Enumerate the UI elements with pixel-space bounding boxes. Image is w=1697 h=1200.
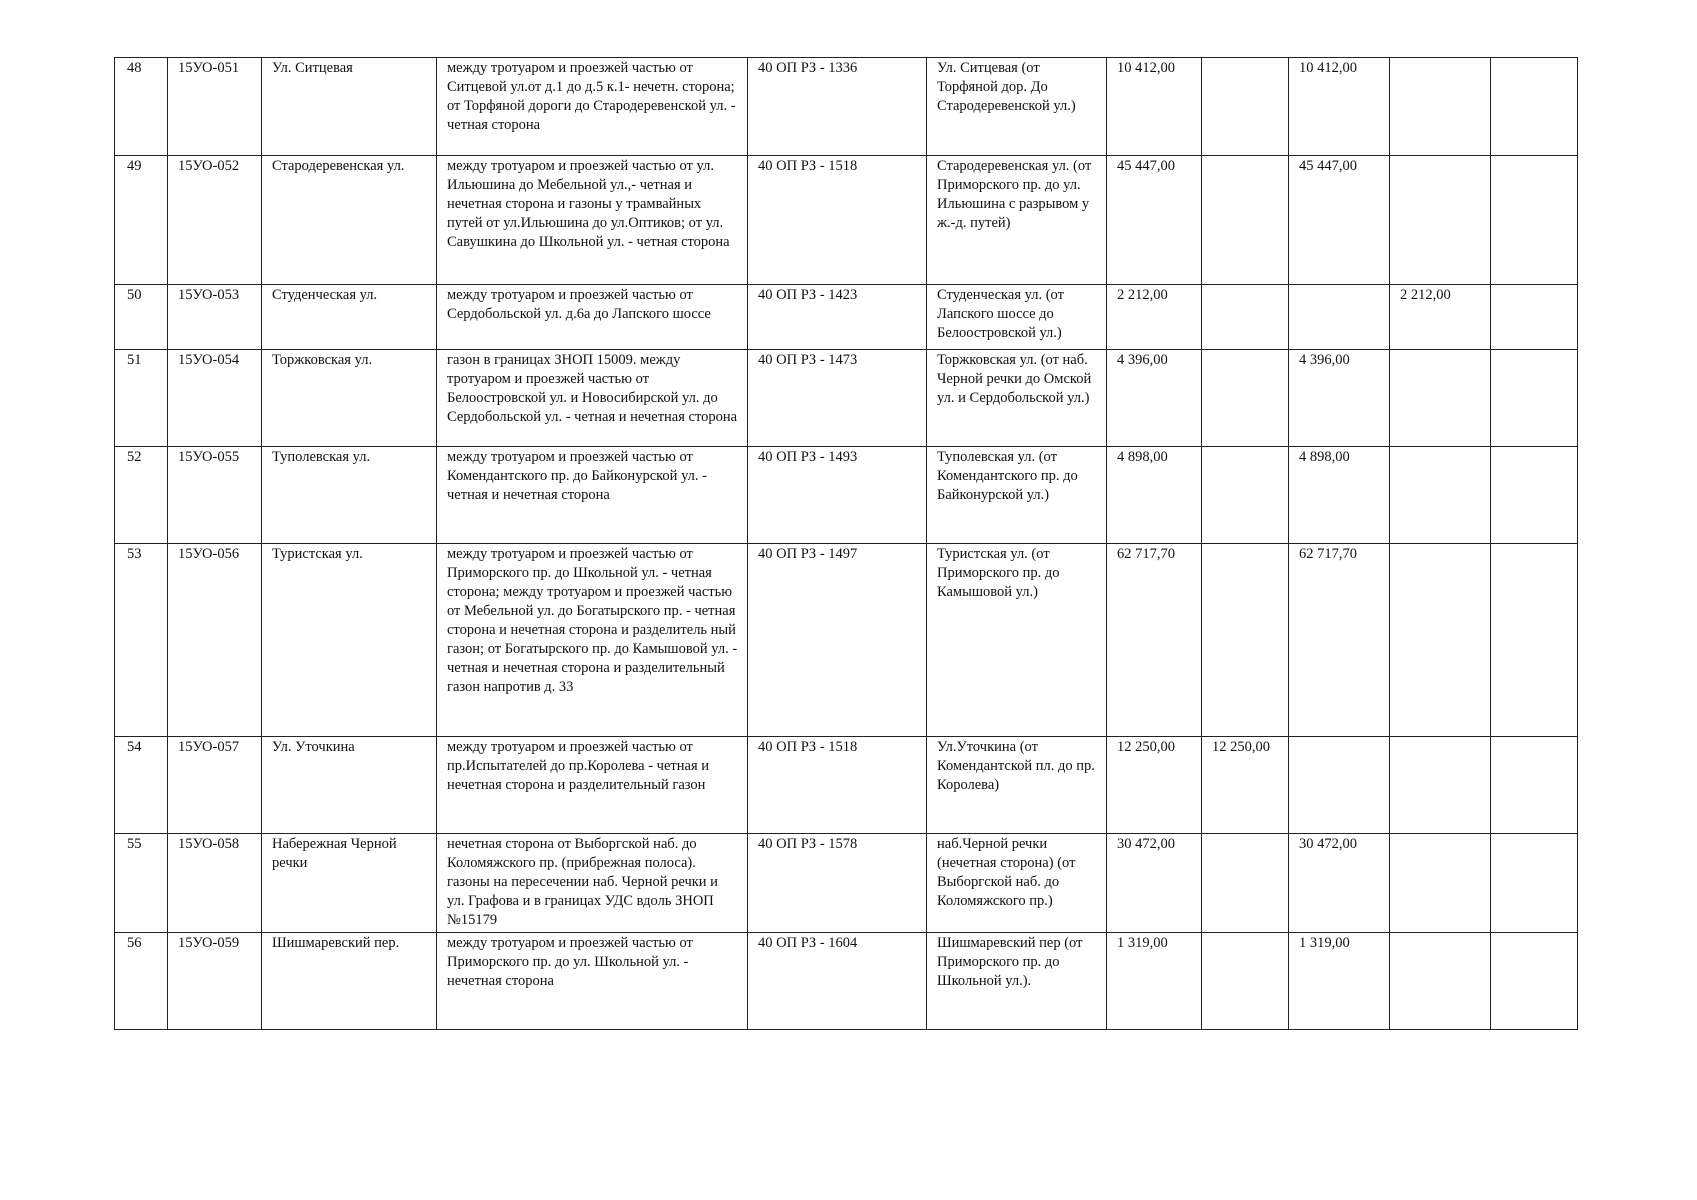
area-col-8 [1202,156,1289,285]
location-description: между тротуаром и проезжей частью от Комендантского пр. до Байконурской ул. - четная и нечетная сторона [437,447,748,544]
area-col-8 [1202,933,1289,1030]
row-number: 56 [115,933,168,1030]
area-col-9 [1289,285,1390,350]
area-col-9: 10 412,00 [1289,58,1390,156]
road-id: 40 ОП РЗ - 1473 [748,350,927,447]
row-number: 50 [115,285,168,350]
road-name: Стародеревенская ул. (от Приморского пр. до ул. Ильюшина с разрывом у ж.-д. путей) [927,156,1107,285]
area-total: 62 717,70 [1107,544,1202,737]
street-name: Ул. Уточкина [262,737,437,834]
street-name: Студенческая ул. [262,285,437,350]
row-number: 55 [115,834,168,933]
road-id: 40 ОП РЗ - 1578 [748,834,927,933]
road-name: Торжковская ул. (от наб. Черной речки до Омской ул. и Сердобольской ул.) [927,350,1107,447]
location-description: между тротуаром и проезжей частью от Ситцевой ул.от д.1 до д.5 к.1- нечетн. сторона; от Торфяной дороги до Стародеревенской ул. - четная сторона [437,58,748,156]
street-greenery-table [114,57,1578,1030]
area-total: 4 898,00 [1107,447,1202,544]
road-id: 40 ОП РЗ - 1336 [748,58,927,156]
area-col-9: 30 472,00 [1289,834,1390,933]
table-row [115,544,1578,737]
area-col-9: 4 898,00 [1289,447,1390,544]
area-col-8 [1202,58,1289,156]
area-total: 45 447,00 [1107,156,1202,285]
object-code: 15УО-053 [168,285,262,350]
table-row [115,834,1578,933]
road-name: наб.Черной речки (нечетная сторона) (от Выборгской наб. до Коломяжского пр.) [927,834,1107,933]
row-number: 49 [115,156,168,285]
area-col-11 [1491,156,1578,285]
object-code: 15УО-054 [168,350,262,447]
road-name: Ул.Уточкина (от Комендантской пл. до пр. Королева) [927,737,1107,834]
location-description: между тротуаром и проезжей частью от Сердобольской ул. д.6а до Лапского шоссе [437,285,748,350]
road-name: Студенческая ул. (от Лапского шоссе до Белоостровской ул.) [927,285,1107,350]
area-col-10 [1390,156,1491,285]
area-col-10 [1390,834,1491,933]
table-row [115,737,1578,834]
area-col-10: 2 212,00 [1390,285,1491,350]
location-description: газон в границах ЗНОП 15009. между тротуаром и проезжей частью от Белоостровской ул. и Новосибирской ул. до Сердобольской ул. - четная и нечетная сторона [437,350,748,447]
row-number: 54 [115,737,168,834]
area-col-11 [1491,447,1578,544]
object-code: 15УО-055 [168,447,262,544]
area-col-9: 1 319,00 [1289,933,1390,1030]
area-col-11 [1491,834,1578,933]
location-description: между тротуаром и проезжей частью от Приморского пр. до ул. Школьной ул. - нечетная сторона [437,933,748,1030]
row-number: 51 [115,350,168,447]
area-col-9: 4 396,00 [1289,350,1390,447]
area-total: 12 250,00 [1107,737,1202,834]
table-row [115,350,1578,447]
row-number: 48 [115,58,168,156]
road-id: 40 ОП РЗ - 1518 [748,156,927,285]
object-code: 15УО-052 [168,156,262,285]
table-row [115,156,1578,285]
area-col-11 [1491,544,1578,737]
road-name: Туполевская ул. (от Комендантского пр. до Байконурской ул.) [927,447,1107,544]
area-col-10 [1390,58,1491,156]
area-col-8 [1202,285,1289,350]
area-col-8 [1202,447,1289,544]
area-col-11 [1491,933,1578,1030]
area-col-10 [1390,933,1491,1030]
street-name: Набережная Черной речки [262,834,437,933]
area-col-11 [1491,58,1578,156]
object-code: 15УО-057 [168,737,262,834]
area-col-10 [1390,350,1491,447]
row-number: 53 [115,544,168,737]
area-col-10 [1390,737,1491,834]
road-id: 40 ОП РЗ - 1497 [748,544,927,737]
location-description: нечетная сторона от Выборгской наб. до Коломяжского пр. (прибрежная полоса). газоны на пересечении наб. Черной речки и ул. Графова и в границах УДС вдоль ЗНОП №15179 [437,834,748,933]
location-description: между тротуаром и проезжей частью от Приморского пр. до Школьной ул. - четная сторона; между тротуаром и проезжей частью от Мебельной ул. до Богатырского пр. - четная сторона и нечетная сторона и разделитель ный газон; от Богатырского пр. до Камышовой ул. - четная и нечетная сторона и разделительный газон напротив д. 33 [437,544,748,737]
road-id: 40 ОП РЗ - 1423 [748,285,927,350]
road-name: Туристская ул. (от Приморского пр. до Камышовой ул.) [927,544,1107,737]
street-name: Туполевская ул. [262,447,437,544]
area-col-9 [1289,737,1390,834]
street-name: Торжковская ул. [262,350,437,447]
road-id: 40 ОП РЗ - 1518 [748,737,927,834]
area-col-11 [1491,350,1578,447]
area-total: 4 396,00 [1107,350,1202,447]
area-col-8 [1202,544,1289,737]
area-col-8: 12 250,00 [1202,737,1289,834]
area-col-11 [1491,737,1578,834]
object-code: 15УО-059 [168,933,262,1030]
road-name: Шишмаревский пер (от Приморского пр. до Школьной ул.). [927,933,1107,1030]
area-col-11 [1491,285,1578,350]
area-col-10 [1390,544,1491,737]
table-row [115,933,1578,1030]
area-total: 1 319,00 [1107,933,1202,1030]
road-name: Ул. Ситцевая (от Торфяной дор. До Стародеревенской ул.) [927,58,1107,156]
road-id: 40 ОП РЗ - 1493 [748,447,927,544]
object-code: 15УО-058 [168,834,262,933]
location-description: между тротуаром и проезжей частью от пр.Испытателей до пр.Королева - четная и нечетная сторона и разделительный газон [437,737,748,834]
table-row [115,58,1578,156]
table-row [115,285,1578,350]
table-body [115,58,1578,1030]
area-total: 10 412,00 [1107,58,1202,156]
road-id: 40 ОП РЗ - 1604 [748,933,927,1030]
area-col-8 [1202,350,1289,447]
area-col-8 [1202,834,1289,933]
area-col-10 [1390,447,1491,544]
street-name: Шишмаревский пер. [262,933,437,1030]
object-code: 15УО-051 [168,58,262,156]
area-total: 2 212,00 [1107,285,1202,350]
street-name: Туристская ул. [262,544,437,737]
object-code: 15УО-056 [168,544,262,737]
area-total: 30 472,00 [1107,834,1202,933]
location-description: между тротуаром и проезжей частью от ул. Ильюшина до Мебельной ул.,- четная и нечетная сторона и газоны у трамвайных путей от ул.Ильюшина до ул.Оптиков; от ул. Савушкина до Школьной ул. - четная сторона [437,156,748,285]
area-col-9: 62 717,70 [1289,544,1390,737]
street-name: Стародеревенская ул. [262,156,437,285]
area-col-9: 45 447,00 [1289,156,1390,285]
row-number: 52 [115,447,168,544]
table-row [115,447,1578,544]
street-name: Ул. Ситцевая [262,58,437,156]
